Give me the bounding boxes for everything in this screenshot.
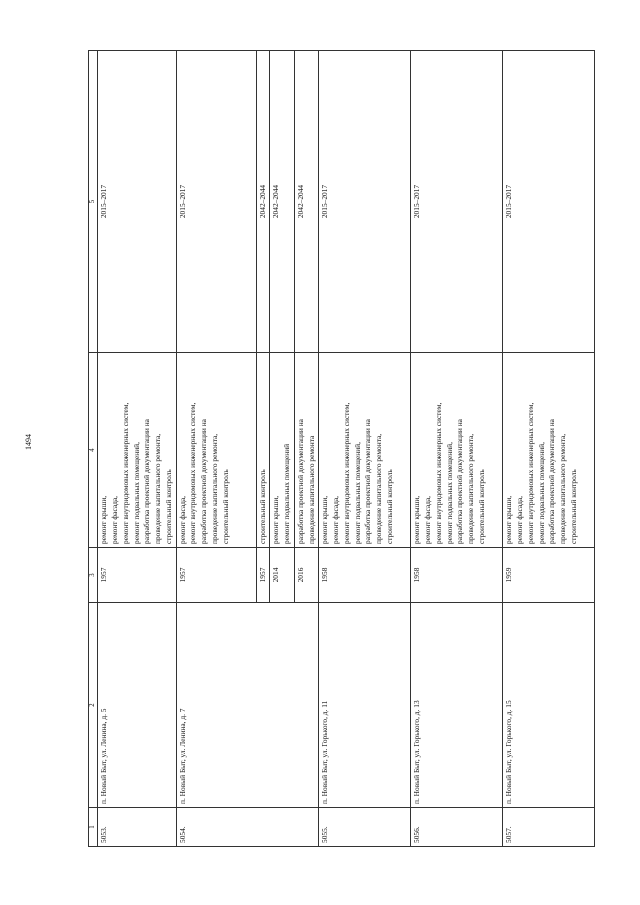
row-year: 1958 [319, 548, 411, 603]
row-number: 5056. [411, 808, 503, 847]
work-item: ремонт фасада, [177, 496, 187, 544]
work-item: разработка проектной документации на [142, 419, 152, 544]
work-item: проведение капитального ремонта, [557, 433, 567, 544]
row-number: 5053. [98, 808, 176, 847]
work-item: ремонт подвальных помещений [282, 443, 292, 544]
col-header-2: 2 [89, 603, 98, 808]
work-item: строительный контроль [384, 469, 394, 544]
row-works [411, 353, 503, 548]
work-item: ремонт внутридомовых инженерных систем, [341, 402, 351, 544]
table-row [319, 51, 411, 847]
row-period: 2015–2017 [503, 51, 595, 353]
subrow-year: 2016 [294, 548, 318, 603]
work-item: ремонт внутридомовых инженерных систем, [525, 402, 535, 544]
work-item: ремонт внутридомовых инженерных систем, [188, 402, 198, 544]
work-item: разработка проектной документации на [199, 419, 209, 544]
page-number: 1494 [24, 434, 33, 450]
work-item: разработка проектной документации на [363, 419, 373, 544]
col-header-5: 5 [89, 51, 98, 353]
work-item: ремонт подвальных помещений, [131, 442, 141, 544]
subrow-period: 2042–2044 [256, 51, 270, 353]
subrow-period: 2042–2044 [294, 51, 318, 353]
repair-schedule-table [88, 50, 595, 847]
row-works [98, 353, 176, 548]
row-works [503, 353, 595, 548]
work-item: проведение капитального ремонта, [153, 433, 163, 544]
col-header-4: 4 [89, 353, 98, 548]
work-item: ремонт фасада, [110, 496, 120, 544]
work-item: ремонт крыши, [504, 495, 514, 544]
row-year: 1957 [176, 548, 256, 603]
work-item: проведение капитального ремонта [306, 435, 316, 544]
row-address: п. Новый Быт, ул. Горького, д. 15 [503, 603, 595, 808]
work-item: ремонт фасада, [515, 496, 525, 544]
row-works [176, 353, 256, 548]
subrow-year: 2014 [270, 548, 294, 603]
work-item: разработка проектной документации на [455, 419, 465, 544]
subrow-works [294, 353, 318, 548]
row-period: 2015–2017 [319, 51, 411, 353]
work-item: ремонт крыши, [412, 495, 422, 544]
row-address: п. Новый Быт, ул. Ленина, д. 7 [176, 603, 319, 808]
row-period: 2015–2017 [176, 51, 256, 353]
work-item: ремонт фасада, [423, 496, 433, 544]
row-address: п. Новый Быт, ул. Горького, д. 13 [411, 603, 503, 808]
work-item: ремонт подвальных помещений, [352, 442, 362, 544]
subrow-year: 1957 [256, 548, 270, 603]
work-item: строительный контроль [163, 469, 173, 544]
work-item: строительный контроль [220, 469, 230, 544]
col-header-3: 3 [89, 548, 98, 603]
table-body [98, 51, 595, 847]
row-address: п. Новый Быт, ул. Ленина, д. 5 [98, 603, 176, 808]
work-item: ремонт внутридомовых инженерных систем, [120, 402, 130, 544]
row-period: 2015–2017 [98, 51, 176, 353]
subrow-period: 2042–2044 [270, 51, 294, 353]
work-item: проведение капитального ремонта, [373, 433, 383, 544]
work-item: ремонт фасада, [331, 496, 341, 544]
col-header-1: 1 [89, 808, 98, 847]
work-item: строительный контроль [476, 469, 486, 544]
row-address: п. Новый Быт, ул. Горького, д. 11 [319, 603, 411, 808]
subrow-works [270, 353, 294, 548]
work-item: ремонт крыши, [271, 495, 281, 544]
column-number-row [89, 51, 98, 847]
row-works [319, 353, 411, 548]
row-number: 5054. [176, 808, 319, 847]
work-item: разработка проектной документации на [295, 419, 305, 544]
row-period: 2015–2017 [411, 51, 503, 353]
row-number: 5055. [319, 808, 411, 847]
work-item: ремонт подвальных помещений, [536, 442, 546, 544]
row-year: 1957 [98, 548, 176, 603]
table-row [411, 51, 503, 847]
work-item: ремонт крыши, [99, 495, 109, 544]
work-item: разработка проектной документации на [547, 419, 557, 544]
table-row [98, 51, 176, 847]
work-item: строительный контроль [257, 469, 267, 544]
work-item: ремонт крыши, [320, 495, 330, 544]
row-year: 1959 [503, 548, 595, 603]
subrow-works [256, 353, 270, 548]
table-row [176, 51, 256, 847]
rotated-table-container [88, 76, 589, 847]
work-item: проведение капитального ремонта, [465, 433, 475, 544]
row-number: 5057. [503, 808, 595, 847]
table-row [503, 51, 595, 847]
work-item: ремонт подвальных помещений, [444, 442, 454, 544]
work-item: строительный контроль [568, 469, 578, 544]
work-item: ремонт внутридомовых инженерных систем, [433, 402, 443, 544]
work-item: проведение капитального ремонта, [209, 433, 219, 544]
row-year: 1958 [411, 548, 503, 603]
